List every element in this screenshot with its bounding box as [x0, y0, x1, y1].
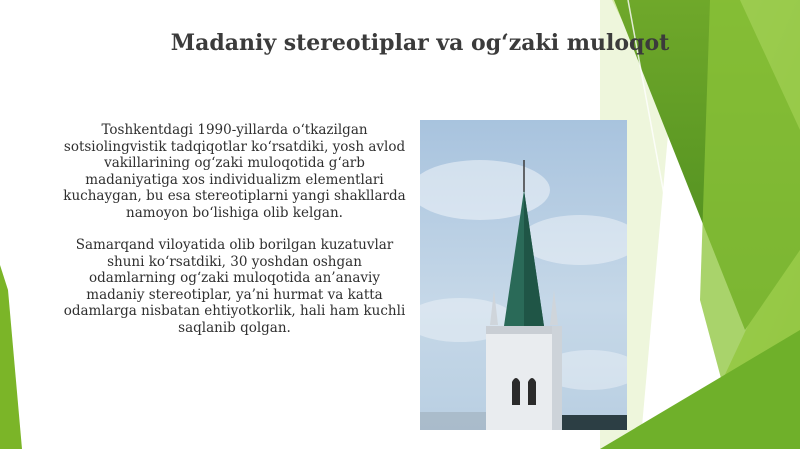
body-text [62, 122, 407, 336]
church-spire-photo [420, 120, 627, 430]
paragraph-1: Toshkentdagi 1990-yillarda o‘tkazilgan sotsiolingvistik tadqiqotlar ko‘rsatdiki, yosh avlod vakillarining og‘zaki muloqotida g‘arb madaniyatiga xos individualizm elementlari kuchaygan, bu esa stereotiplarni yangi shakllarda namoyon bo‘lishiga olib kelgan. [63, 122, 406, 221]
paragraph-2: Samarqand viloyatida olib borilgan kuzatuvlar shuni ko‘rsatdiki, 30 yoshdan oshgan odamlarning og‘zaki muloqotida an’anaviy madaniy stereotiplar, ya’ni hurmat va katta odamlarga nisbatan ehtiyotkorlik, hali ham kuchli saqlanib qolgan. [63, 237, 406, 336]
tower-body [486, 326, 562, 430]
slide-title: Madaniy stereotiplar va og‘zaki muloqot [170, 30, 670, 56]
left-green-sliver [0, 265, 22, 449]
